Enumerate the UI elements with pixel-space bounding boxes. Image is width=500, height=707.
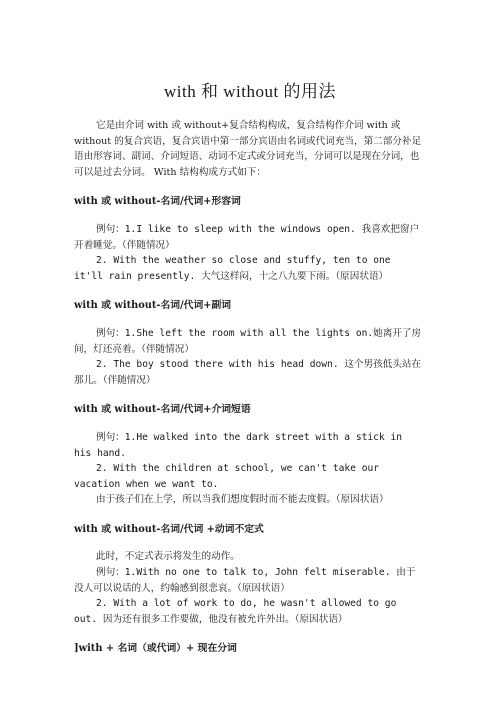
- explanation-paragraph: 此时，不定式表示将发生的动作。: [96, 551, 240, 563]
- example-paragraph: 2. With the children at school, we can't take our vacation when we want to.: [74, 463, 380, 490]
- intro-paragraph: 它是由介词 with 或 without+复合结构构成，复合结构作介词 with 或 without 的复合宾语，复合宾语中第一部分宾语由名词或代词充当，第二部分补足语由形容词、副词、介词短语、动词不定式或分词充当，分词可以是现在分词，也可以是过去分词。 With 结构构成方式如下：: [74, 120, 422, 178]
- section-heading-adverb: with 或 without-名词/代词+副词: [74, 300, 232, 312]
- example-paragraph: 例句：1.With no one to talk to, John felt miserable. 由于没人可以说话的人，约翰感到很悲哀。（原因状语）: [74, 567, 416, 594]
- section-heading-infinitive: with 或 without-名词/代词 +动词不定式: [74, 523, 264, 535]
- section-heading-adjective: with 或 without-名词/代词+形容词: [74, 196, 241, 208]
- example-paragraph: 2. With the weather so close and stuffy, ten to one it'll rain presently. 大气这样闷，十之八九要下雨。（原因状语）: [74, 255, 391, 282]
- example-paragraph: 2. With a lot of work to do, he wasn't allowed to go out. 因为还有很多工作要做，他没有被允许外出。（原因状语）: [74, 598, 397, 625]
- section-heading-present-participle: ]with + 名词（或代词）+ 现在分词: [74, 643, 237, 655]
- example-paragraph: 例句：1.He walked into the dark street with a stick in his hand.: [74, 431, 403, 459]
- example-paragraph: 2. The boy stood there with his head down. 这个男孩低头站在那儿。（伴随情况）: [74, 359, 422, 386]
- page-title: with 和 without 的用法: [164, 82, 336, 101]
- section-heading-prepositional-phrase: with 或 without-名词/代词+介词短语: [74, 404, 251, 416]
- example-paragraph: 例句：1.She left the room with all the lights on.她离开了房间，灯还亮着。（伴随情况）: [74, 327, 422, 355]
- example-paragraph: 例句：1.I like to sleep with the windows open. 我喜欢把窗户开着睡觉。（伴随情况）: [74, 223, 420, 251]
- example-paragraph: 由于孩子们在上学，所以当我们想度假时而不能去度假。（原因状语）: [96, 494, 389, 506]
- document-body: [74, 118, 424, 669]
